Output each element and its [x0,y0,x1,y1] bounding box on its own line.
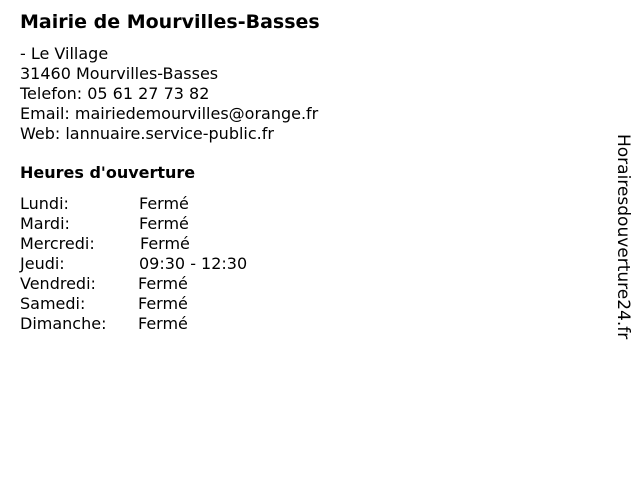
site-watermark [612,134,636,374]
day-label: Mardi: [20,214,70,233]
hours-value: Fermé [138,274,188,293]
address-street: - Le Village [20,44,109,63]
hours-value: Fermé [138,314,188,333]
day-label: Dimanche: [20,314,107,333]
hours-value: Fermé [139,194,189,213]
web-text: Web: lannuaire.service-public.fr [20,124,274,143]
watermark-text: Horairesdouverture24.fr [613,134,633,340]
day-label: Samedi: [20,294,86,313]
hours-heading: Heures d'ouverture [20,163,196,182]
page-title: Mairie de Mourvilles-Basses [20,11,320,33]
address-city: 31460 Mourvilles-Basses [20,64,219,83]
hours-value: Fermé [140,234,190,253]
hours-value: Fermé [139,214,189,233]
day-label: Jeudi: [20,254,65,273]
hours-value: 09:30 - 12:30 [139,254,248,273]
day-label: Mercredi: [20,234,95,253]
email-text: Email: mairiedemourvilles@orange.fr [20,104,319,123]
hours-value: Fermé [138,294,188,313]
day-label: Vendredi: [20,274,96,293]
address-block [20,44,318,144]
day-label: Lundi: [20,194,69,213]
phone-text: Telefon: 05 61 27 73 82 [20,84,210,103]
